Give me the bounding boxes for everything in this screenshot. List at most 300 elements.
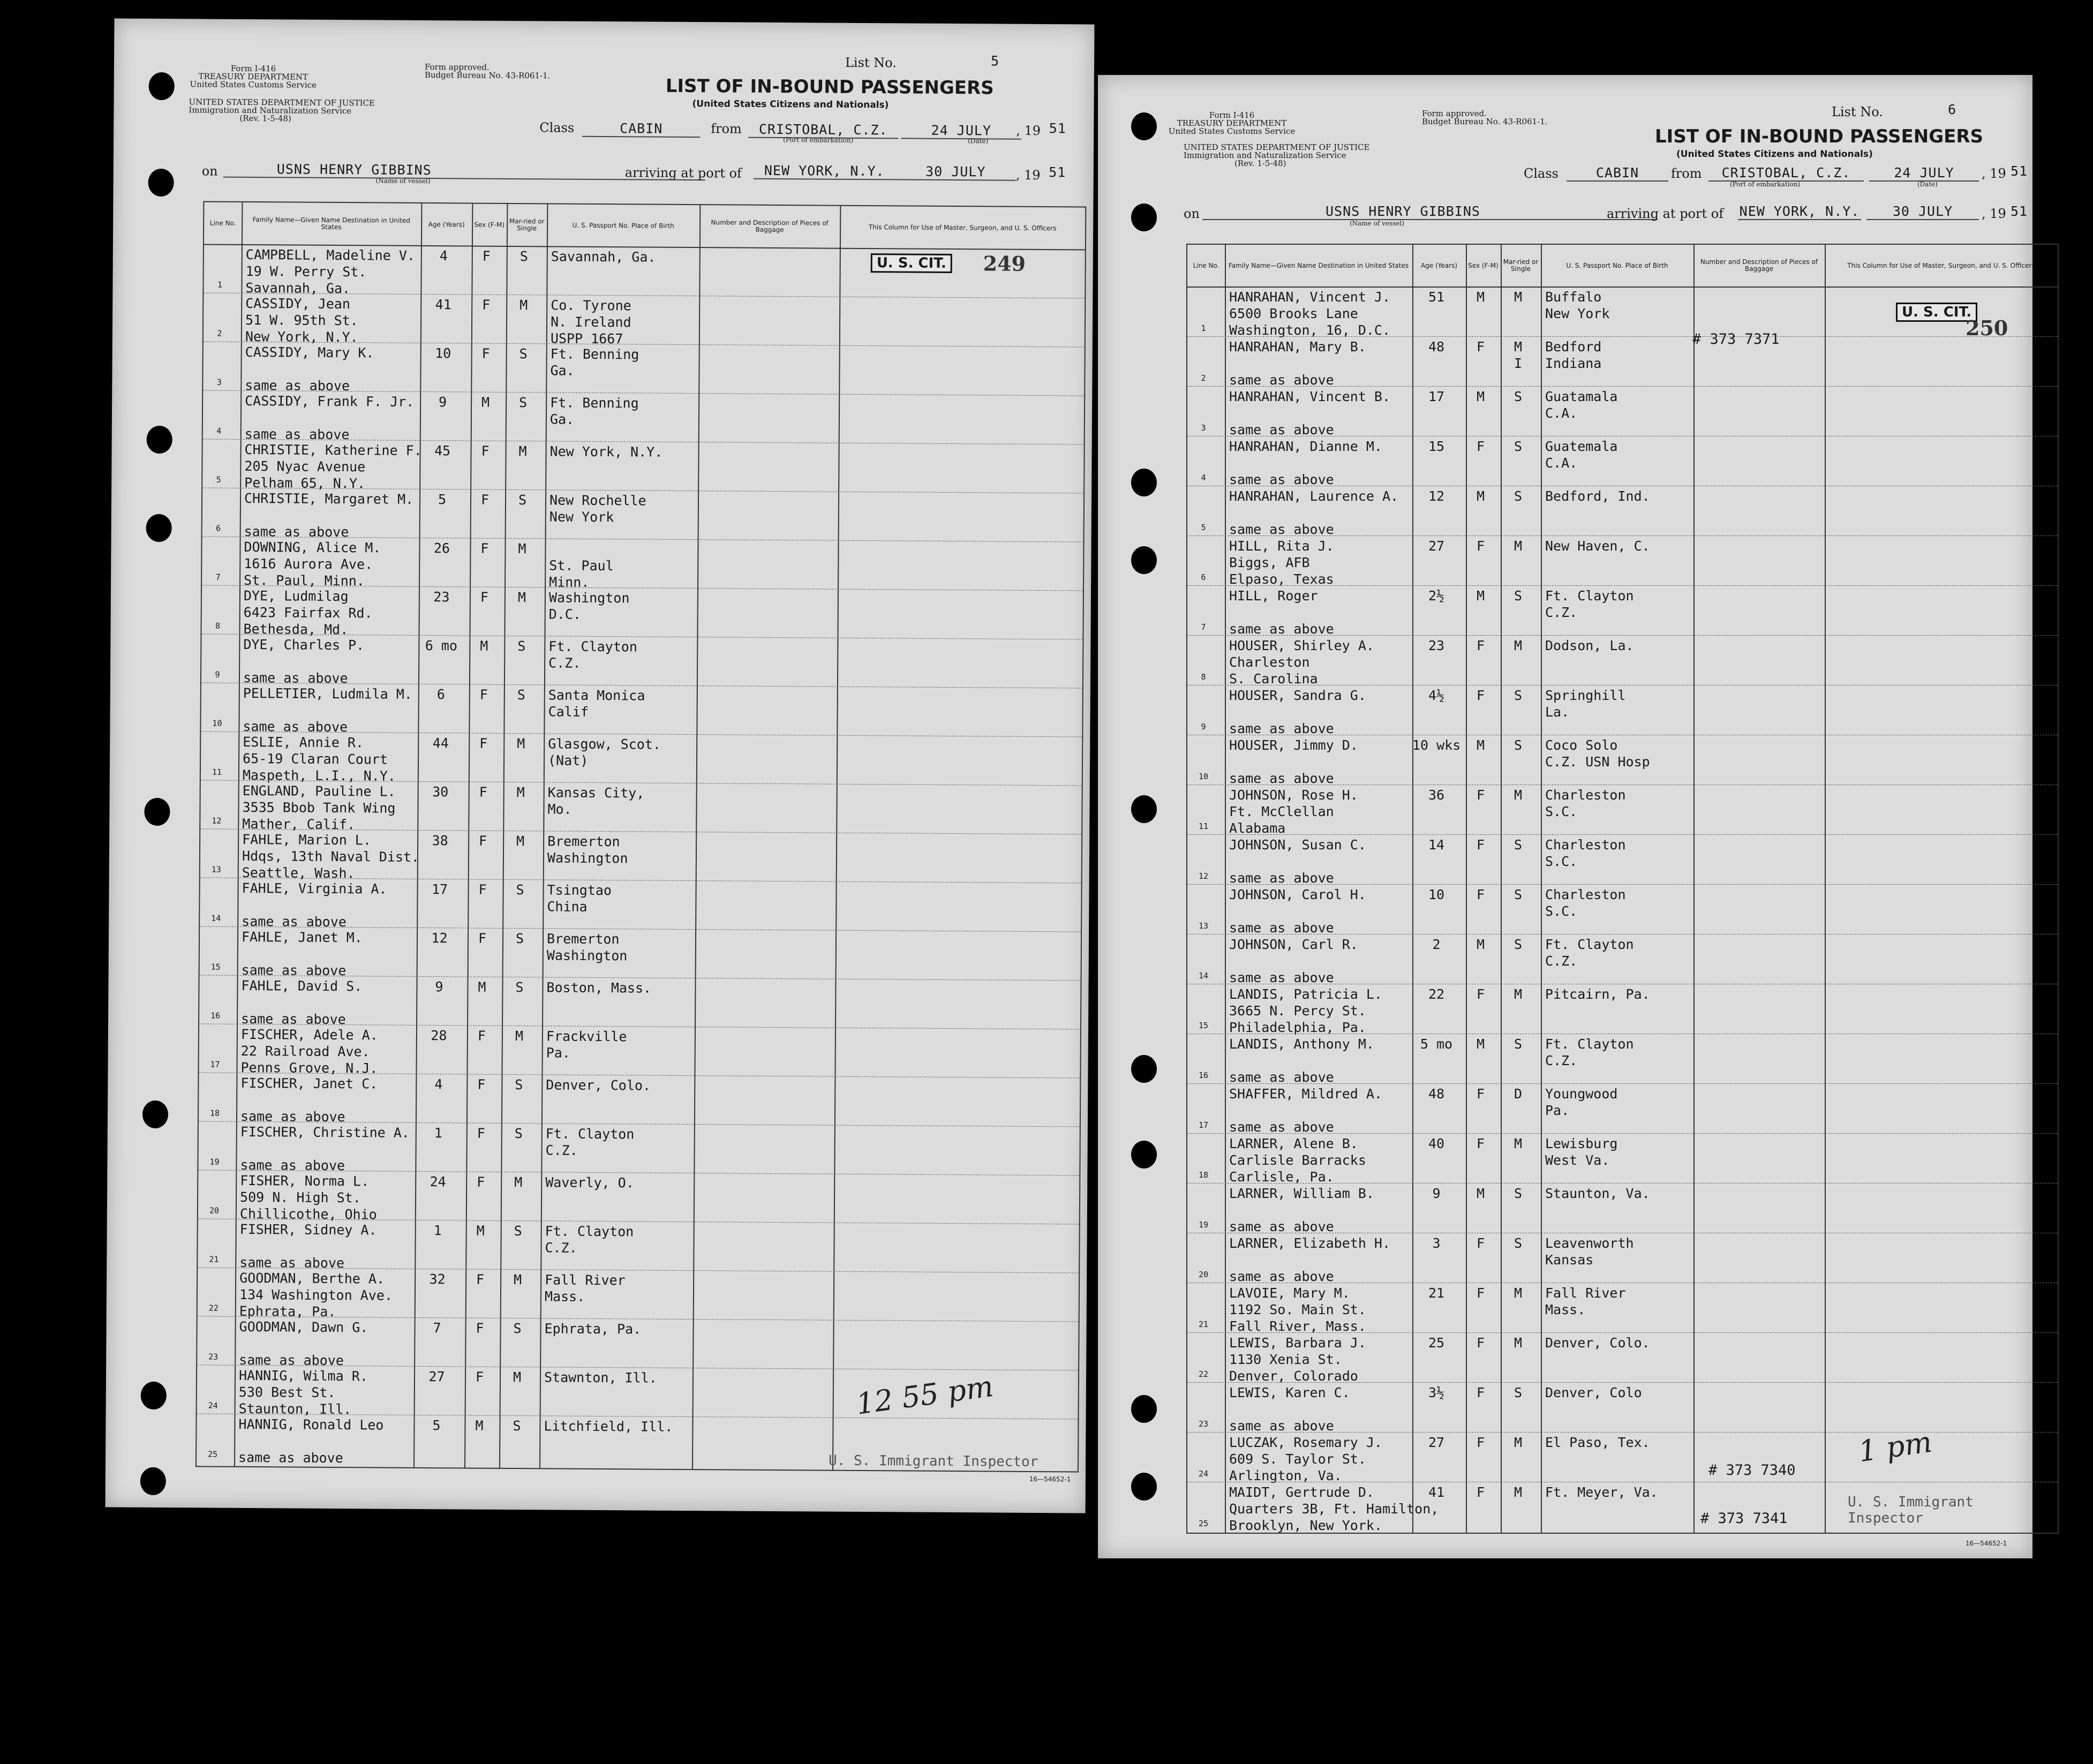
sex-cell: F (478, 881, 487, 898)
handwritten-time: 12 55 pm (854, 1369, 996, 1421)
line-number: 7 (215, 572, 221, 582)
sex-cell: F (1476, 439, 1485, 454)
line-number: 20 (1198, 1270, 1209, 1279)
punch-hole (1131, 112, 1157, 140)
page-title: LIST OF IN-BOUND PASSENGERS (665, 75, 994, 99)
birthplace-cell: Charleston S.C. (1545, 887, 1626, 919)
sex-cell: M (480, 638, 488, 654)
birthplace-cell: Coco Solo C.Z. USN Hosp (1545, 737, 1650, 770)
form-footer-code: 16—54652-1 (1966, 1540, 2007, 1547)
punch-hole (148, 169, 174, 197)
table-row (1187, 436, 2058, 486)
age-cell: 26 (433, 540, 450, 556)
birthplace-cell: Leavenworth Kansas (1545, 1235, 1634, 1268)
line-number: 15 (1198, 1021, 1209, 1030)
line-number: 12 (212, 816, 222, 826)
birthplace-cell: Charleston S.C. (1545, 787, 1626, 819)
sex-cell: M (1476, 1186, 1485, 1201)
table-row (1187, 735, 2058, 785)
line-number: 25 (208, 1449, 218, 1459)
justice-header (189, 98, 403, 123)
age-cell: 17 (431, 881, 448, 898)
birthplace-cell: Ft. Benning Ga. (550, 346, 639, 379)
column-header: Mar-ried or Single (1503, 258, 1539, 273)
passenger-name-address: LANDIS, Anthony M. same as above (1229, 1036, 1374, 1085)
passenger-name-address: JOHNSON, Rose H. Ft. McClellan Alabama (1229, 787, 1358, 836)
age-cell: 48 (1428, 339, 1445, 355)
marital-status-cell: M (1514, 787, 1523, 803)
sex-cell: F (480, 492, 490, 508)
line-number: 18 (1198, 1170, 1209, 1180)
age-cell: 23 (1428, 638, 1445, 653)
birthplace-cell: Waverly, O. (545, 1174, 634, 1191)
table-row (201, 682, 1082, 736)
marital-status-cell: M (517, 736, 525, 752)
marital-status-cell: D (1514, 1086, 1523, 1102)
port-caption: (Port of embarkation) (783, 136, 854, 144)
table-row (198, 1218, 1079, 1272)
date-caption: (Date) (1917, 180, 1938, 188)
line-number: 11 (212, 767, 222, 777)
line-number: 4 (1201, 473, 1206, 483)
table-row (1187, 585, 2058, 635)
column-header: Line No. (209, 219, 236, 227)
sex-cell: F (482, 297, 491, 313)
age-cell: 4 (434, 1076, 443, 1092)
birthplace-cell: Santa Monica Calif (548, 687, 645, 720)
table-row (1187, 685, 2058, 735)
sex-cell: F (1476, 538, 1485, 554)
line-number: 10 (212, 718, 222, 728)
marital-status-cell: M (517, 590, 526, 606)
line-number: 17 (210, 1059, 220, 1069)
table-row (203, 390, 1085, 444)
table-row (202, 439, 1084, 493)
line-number: 19 (209, 1157, 220, 1167)
sex-cell: F (479, 687, 488, 703)
age-cell: 9 (439, 394, 447, 410)
list-no-label: List No. (1832, 104, 1883, 119)
form-approval (425, 63, 575, 80)
sex-cell: F (477, 1076, 486, 1092)
port-caption: (Port of embarkation) (1730, 180, 1801, 188)
column-header: U. S. Passport No. Place of Birth (1566, 261, 1668, 269)
punch-hole (1131, 203, 1157, 231)
age-cell: 4 (439, 248, 448, 264)
form-header-left (1168, 111, 1296, 135)
passenger-name-address: PELLETIER, Ludmila M. same as above (243, 685, 412, 735)
embark-year: 51 (2010, 163, 2028, 179)
line-number: 23 (1198, 1419, 1209, 1429)
list-no-label: List No. (845, 55, 897, 71)
line-number: 3 (1201, 423, 1206, 433)
line-number: 9 (1201, 722, 1206, 732)
line-number: 10 (1198, 772, 1209, 781)
table-row (200, 828, 1082, 883)
marital-status-cell: S (1514, 737, 1523, 753)
age-cell: 40 (1428, 1136, 1445, 1151)
vessel-caption: (Name of vessel) (1350, 220, 1404, 227)
sex-cell: F (1476, 837, 1485, 853)
on-label: on (201, 163, 218, 179)
marital-status-cell: S (516, 882, 524, 898)
birthplace-cell: Boston, Mass. (546, 979, 652, 996)
marital-status-cell: M (516, 833, 525, 849)
table-row (198, 1267, 1079, 1321)
passenger-table (1186, 244, 2059, 1534)
line-number: 6 (216, 523, 221, 533)
embark-port: CRISTOBAL, C.Z. (748, 122, 898, 139)
age-cell: 27 (1428, 538, 1445, 554)
marital-status-cell: S (1514, 1235, 1523, 1251)
birthplace-cell: Ft. Clayton C.Z. (1545, 937, 1634, 969)
sex-cell: F (1476, 887, 1485, 902)
punch-hole (144, 798, 170, 826)
budget: Budget Bureau No. 43-R061-1. (1422, 117, 1548, 126)
passenger-name-address: ESLIE, Annie R. 65-19 Claran Court Maspeth, L.I., N.Y. (242, 734, 396, 784)
table-row (199, 975, 1081, 1029)
birthplace-cell: Fall River Mass. (1545, 1285, 1626, 1317)
passenger-name-address: LARNER, Alene B. Carlisle Barracks Carlisle, Pa. (1229, 1136, 1366, 1185)
line-number: 1 (217, 280, 223, 290)
punch-hole (140, 1467, 166, 1495)
sex-cell: M (481, 394, 490, 410)
passenger-name-address: MAIDT, Gertrude D. Quarters 3B, Ft. Hamilton, Brooklyn, New York. (1229, 1484, 1439, 1533)
line-number: 22 (208, 1303, 219, 1313)
age-cell: 30 (432, 784, 449, 800)
marital-status-cell: M I (1514, 339, 1523, 371)
marital-status-cell: M (515, 1028, 524, 1044)
form-approval (1422, 110, 1572, 126)
passenger-name-address: ENGLAND, Pauline L. 3535 Bbob Tank Wing Mather, Calif. (242, 782, 396, 833)
age-cell: 24 (430, 1174, 446, 1190)
birthplace-cell: Washington D.C. (548, 590, 630, 622)
sex-cell: F (476, 1320, 484, 1336)
age-cell: 27 (428, 1369, 445, 1385)
table-row (1187, 336, 2058, 386)
marital-status-cell: S (1514, 1385, 1523, 1400)
sex-cell: F (1476, 1335, 1485, 1351)
from-label: from (1671, 166, 1702, 181)
table-row (199, 1072, 1080, 1126)
age-cell: 10 (1428, 887, 1445, 902)
table-row (1187, 785, 2058, 834)
marital-status-cell: M (1514, 1285, 1523, 1301)
age-cell: 5 (438, 492, 447, 508)
line-number: 1 (1201, 323, 1206, 333)
punch-hole (142, 1100, 168, 1128)
budget: Budget Bureau No. 43-R061-1. (424, 70, 551, 81)
passenger-name-address: CASSIDY, Jean 51 W. 95th St. New York, N.Y. (245, 295, 358, 345)
sex-cell: F (1476, 339, 1485, 355)
table-row (199, 1023, 1080, 1077)
table-row (1187, 1283, 2058, 1332)
line-number: 2 (1201, 373, 1206, 383)
passenger-name-address: DOWNING, Alice M. 1616 Aurora Ave. St. Paul, Minn. (244, 539, 381, 589)
line-number: 2 (217, 328, 222, 338)
punch-hole (1131, 1395, 1157, 1423)
column-header: Age (Years) (428, 220, 465, 228)
marital-status-cell: S (1514, 389, 1523, 404)
passenger-name-address: SHAFFER, Mildred A. same as above (1229, 1086, 1382, 1135)
year-prefix: , 19 (1982, 166, 2006, 181)
punch-hole (147, 426, 172, 454)
age-cell: 51 (1428, 289, 1445, 305)
age-cell: 22 (1428, 986, 1445, 1002)
birthplace-cell: Glasgow, Scot. (Nat) (547, 736, 661, 768)
birthplace-cell: Charleston S.C. (1545, 837, 1626, 869)
birthplace-cell: Tsingtao China (547, 882, 612, 915)
marital-status-cell: S (1514, 887, 1523, 902)
passenger-name-address: HANRAHAN, Dianne M. same as above (1229, 439, 1382, 487)
table-row (204, 244, 1085, 298)
class-label: Class (1524, 166, 1559, 181)
age-cell: 9 (435, 979, 443, 995)
column-header: Family Name—Given Name Destination in United States (252, 216, 410, 231)
line-number: 16 (1198, 1071, 1209, 1080)
table-row (1187, 1183, 2058, 1233)
line-number: 6 (1201, 572, 1206, 582)
line-number: 12 (1198, 871, 1209, 881)
age-cell: 15 (1428, 439, 1445, 454)
passenger-name-address: CASSIDY, Frank F. Jr. same as above (244, 393, 415, 443)
passenger-name-address: DYE, Ludmilag 6423 Fairfax Rd. Bethesda, Md. (243, 587, 373, 638)
passenger-name-address: JOHNSON, Carl R. same as above (1229, 937, 1358, 985)
arrival-date: 30 JULY (1866, 203, 1979, 220)
birthplace-cell: Savannah, Ga. (551, 248, 656, 265)
marital-status-cell: M (516, 785, 525, 801)
birthplace-cell: Co. Tyrone N. Ireland USPP 1667 (550, 297, 631, 347)
age-cell: 1 (433, 1223, 442, 1239)
birthplace-cell: Ft. Clayton C.Z. (1545, 588, 1634, 620)
birthplace-cell: Denver, Colo (1545, 1385, 1642, 1400)
passenger-name-address: FAHLE, Virginia A. same as above (242, 880, 387, 930)
column-header: Line No. (1193, 261, 1219, 269)
sex-cell: M (1476, 389, 1485, 404)
justice: UNITED STATES DEPARTMENT OF JUSTICE (189, 97, 375, 108)
passenger-name-address: CAMPBELL, Madeline V. 19 W. Perry St. Savannah, Ga. (245, 246, 415, 297)
age-cell: 44 (432, 735, 449, 751)
arrival-year: 51 (1049, 164, 1066, 180)
marital-status-cell: M (1514, 289, 1523, 305)
arrival-year: 51 (2010, 203, 2028, 219)
list-no-value: 5 (990, 53, 1000, 69)
passenger-name-address: FAHLE, Marion L. Hdqs, 13th Naval Dist. Seattle, Wash. (242, 831, 420, 881)
birthplace-cell: Dodson, La. (1545, 638, 1634, 653)
embark-port: CRISTOBAL, C.Z. (1708, 165, 1864, 182)
passport-number: # 373 7341 (1700, 1510, 1788, 1527)
sex-cell: F (480, 589, 489, 605)
age-cell: 48 (1428, 1086, 1445, 1102)
rev: (Rev. 1-5-48) (1234, 159, 1286, 168)
sex-cell: F (477, 1174, 485, 1190)
line-number: 3 (216, 377, 222, 387)
marital-status-cell: S (513, 1418, 521, 1434)
marital-status-cell: S (1514, 588, 1523, 604)
birthplace-cell: Denver, Colo. (1545, 1335, 1650, 1351)
arrival-date: 30 JULY (895, 163, 1016, 180)
marital-status-cell: S (1514, 1036, 1523, 1052)
age-cell: 41 (1428, 1484, 1445, 1500)
class-value: CABIN (1567, 165, 1668, 182)
sex-cell: F (481, 443, 490, 459)
birthplace-cell: Frackville Pa. (546, 1028, 627, 1061)
age-cell: 14 (1428, 837, 1445, 853)
age-cell: 10 wks (1412, 737, 1461, 753)
table-row (198, 1170, 1080, 1224)
birthplace-cell: Lewisburg West Va. (1545, 1136, 1618, 1168)
table-row (198, 1121, 1080, 1175)
line-number: 7 (1201, 622, 1206, 632)
birthplace-cell: El Paso, Tex. (1545, 1435, 1650, 1450)
age-cell: 21 (1428, 1285, 1445, 1301)
arrival-port: NEW YORK, N.Y. (754, 163, 895, 180)
passport-number: # 373 7340 (1708, 1462, 1796, 1479)
table-row (1187, 884, 2058, 934)
birthplace-cell: Guatamala C.A. (1545, 389, 1618, 421)
marital-status-cell: S (518, 492, 527, 508)
marital-status-cell: M (518, 443, 527, 459)
line-number: 24 (1198, 1469, 1209, 1479)
sex-cell: F (1476, 1385, 1485, 1400)
passenger-name-address: FISHER, Norma L. 509 N. High St. Chillicothe, Ohio (239, 1172, 377, 1223)
marital-status-cell: S (514, 1126, 523, 1142)
page-title: LIST OF IN-BOUND PASSENGERS (1655, 126, 1983, 147)
passenger-name-address: HANRAHAN, Vincent J. 6500 Brooks Lane Washington, 16, D.C. (1229, 289, 1391, 338)
arrival-port: NEW YORK, N.Y. (1738, 203, 1861, 220)
dept: TREASURY DEPARTMENT (198, 71, 308, 82)
punch-hole (146, 514, 172, 542)
sex-cell: F (476, 1271, 485, 1287)
sex-cell: F (1476, 787, 1485, 803)
passenger-name-address: HANRAHAN, Mary B. same as above (1229, 339, 1366, 388)
birthplace-cell: New Haven, C. (1545, 538, 1650, 554)
punch-hole (1131, 1055, 1157, 1083)
table-row (204, 292, 1085, 346)
marital-status-cell: S (520, 248, 528, 265)
table-row (1187, 834, 2058, 884)
birthplace-cell: Bedford Indiana (1545, 339, 1602, 371)
line-number: 21 (209, 1254, 219, 1264)
sex-cell: F (481, 345, 490, 361)
passenger-name-address: FISHER, Sidney A. same as above (239, 1221, 377, 1271)
passenger-name-address: JOHNSON, Susan C. same as above (1229, 837, 1366, 886)
column-header: Family Name—Given Name Destination in United States (1228, 261, 1409, 269)
vessel-name: USNS HENRY GIBBINS (223, 161, 705, 180)
sex-cell: F (1476, 688, 1485, 703)
passenger-name-address: HANNIG, Wilma R. 530 Best St. Staunton, Ill. (238, 1367, 368, 1418)
table-row (1187, 536, 2058, 585)
sex-cell: F (1476, 638, 1485, 653)
justice-header (1184, 144, 1398, 168)
marital-status-cell: S (519, 346, 528, 362)
marital-status-cell: M (1514, 1136, 1523, 1151)
column-header: Age (Years) (1420, 261, 1458, 269)
age-cell: 1 (434, 1125, 442, 1141)
line-number: 13 (1198, 921, 1209, 931)
sex-cell: M (1476, 588, 1485, 604)
table-row (1187, 1382, 2058, 1432)
sex-cell: M (1476, 937, 1485, 952)
form-approved: Form approved. (424, 62, 490, 72)
line-number: 5 (1201, 523, 1206, 532)
sex-cell: M (1476, 289, 1485, 305)
passenger-name-address: HOUSER, Jimmy D. same as above (1229, 737, 1358, 786)
form-id: Form I-416 (1209, 110, 1255, 120)
birthplace-cell: Ft. Clayton C.Z. (545, 1223, 634, 1256)
passenger-name-address: LARNER, William B. same as above (1229, 1186, 1374, 1234)
marital-status-cell: M (1514, 1335, 1523, 1351)
table-row (202, 487, 1084, 541)
line-number: 13 (211, 864, 221, 875)
line-number: 8 (1201, 672, 1206, 682)
class-label: Class (539, 120, 575, 135)
passenger-name-address: JOHNSON, Carol H. same as above (1229, 887, 1366, 936)
marital-status-cell: M (514, 1174, 523, 1190)
sex-cell: M (476, 1223, 485, 1239)
passenger-name-address: HANNIG, Ronald Leo same as above (238, 1416, 384, 1466)
birthplace-cell: Springhill La. (1545, 688, 1626, 720)
marital-status-cell: M (520, 297, 528, 313)
from-label: from (711, 121, 742, 137)
form-header-left (189, 64, 318, 89)
age-cell: 38 (432, 833, 448, 849)
age-cell: 3 (1432, 1235, 1441, 1251)
passenger-name-address: FISCHER, Adele A. 22 Railroad Ave. Penns Grove, N.J. (240, 1026, 378, 1076)
sex-cell: M (1476, 1036, 1485, 1052)
age-cell: 36 (1428, 787, 1445, 803)
line-number: 11 (1198, 821, 1209, 831)
sex-cell: F (482, 248, 491, 264)
marital-status-cell: S (513, 1321, 522, 1337)
line-number: 8 (215, 621, 221, 631)
sex-cell: F (1476, 1136, 1485, 1151)
passenger-name-address: HILL, Rita J. Biggs, AFB Elpaso, Texas (1229, 538, 1334, 587)
marital-status-cell: M (1514, 538, 1523, 554)
line-number: 22 (1198, 1369, 1209, 1379)
punch-hole (149, 72, 175, 100)
age-cell: 45 (434, 443, 451, 459)
birthplace-cell: Ft. Benning Ga. (549, 395, 639, 427)
form-footer-code: 16—54652-1 (1029, 1475, 1071, 1483)
passenger-name-address: LUCZAK, Rosemary J. 609 S. Taylor St. Arlington, Va. (1229, 1435, 1382, 1483)
us-citizen-stamp: U. S. CIT. (871, 253, 952, 273)
form-id: Form I-416 (230, 63, 276, 74)
passport-number: # 373 7371 (1692, 331, 1780, 348)
passenger-name-address: CASSIDY, Mary K. same as above (245, 344, 374, 394)
marital-status-cell: S (517, 638, 526, 654)
table-row (1187, 934, 2058, 984)
inspector-label: U. S. Immigrant Inspector (828, 1452, 1038, 1471)
line-number: 16 (210, 1011, 221, 1021)
passenger-name-address: FAHLE, David S. same as above (241, 977, 363, 1028)
age-cell: 41 (435, 297, 451, 313)
sequence-number: 250 (1966, 316, 2008, 340)
sex-cell: F (478, 930, 487, 946)
age-cell: 6 (436, 687, 445, 703)
age-cell: 28 (431, 1028, 447, 1044)
birthplace-cell: St. Paul Minn. (549, 541, 614, 590)
sex-cell: M (1476, 488, 1485, 504)
sex-cell: F (479, 735, 488, 751)
table-row (203, 341, 1085, 395)
passenger-name-address: LARNER, Elizabeth H. same as above (1229, 1235, 1391, 1284)
arriving-label: arriving at port of (624, 165, 742, 181)
column-header: Mar-ried or Single (509, 217, 545, 232)
line-number: 24 (208, 1400, 218, 1411)
age-cell: 12 (1428, 488, 1445, 504)
passenger-table (195, 201, 1086, 1472)
